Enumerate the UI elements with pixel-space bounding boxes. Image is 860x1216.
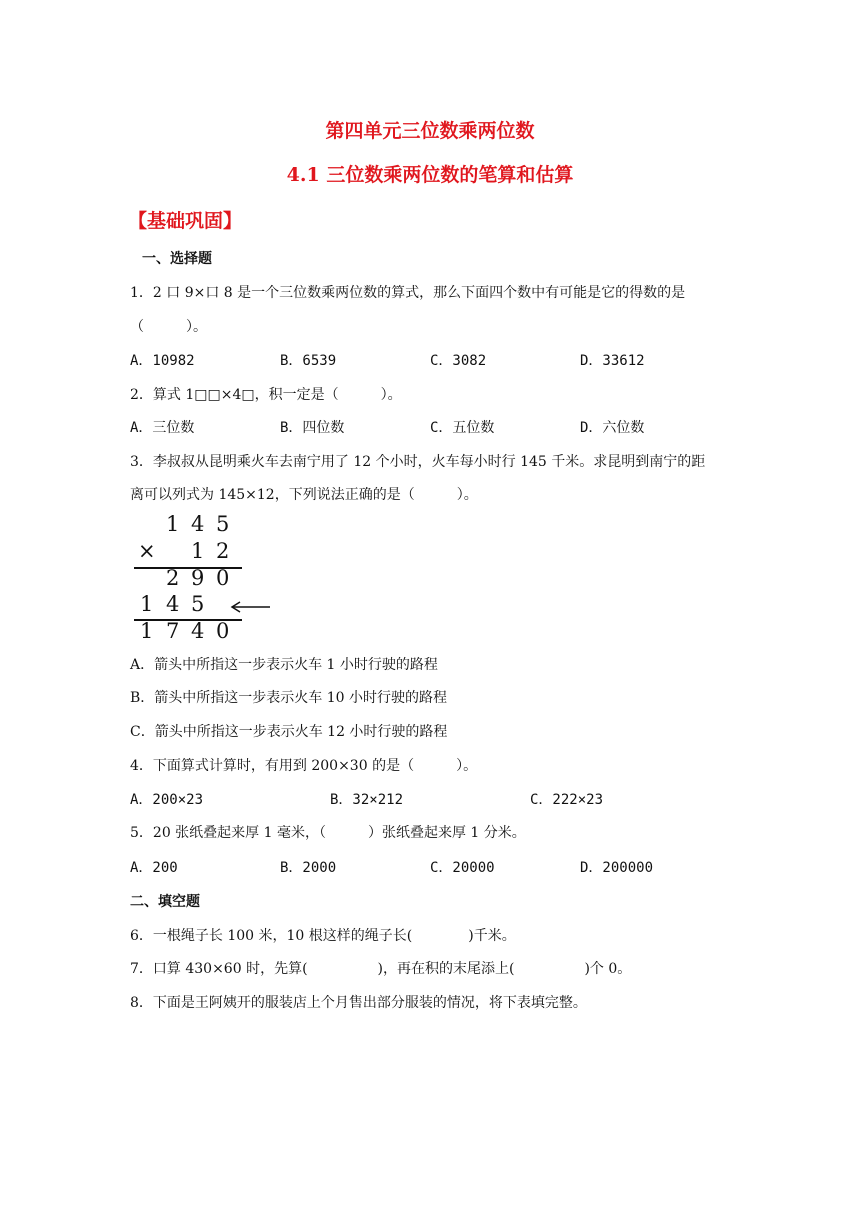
- vertical-multiplication: [130, 512, 280, 642]
- digit: 0: [216, 619, 230, 643]
- digit: 4: [166, 592, 180, 616]
- digit: 5: [216, 512, 230, 536]
- question-5: 5．20 张纸叠起来厚 1 毫米，（ ）张纸叠起来厚 1 分米。: [130, 825, 526, 841]
- times-sign: ×: [138, 539, 156, 563]
- q1-option-a[interactable]: A．10982: [130, 353, 195, 369]
- q5-option-a[interactable]: A．200: [130, 860, 178, 876]
- left-arrow-icon: [230, 601, 272, 613]
- q5-option-c[interactable]: C．20000: [430, 860, 495, 876]
- digit: 4: [191, 512, 205, 536]
- q3-option-a[interactable]: A．箭头中所指这一步表示火车 1 小时行驶的路程: [130, 657, 438, 673]
- question-8: 8．下面是王阿姨开的服装店上个月售出部分服装的情况，将下表填完整。: [130, 995, 587, 1011]
- question-1-line1: 1．2 口 9×口 8 是一个三位数乘两位数的算式，那么下面四个数中有可能是它的得数的是: [130, 285, 686, 301]
- question-1-line2: （ ）。: [130, 319, 207, 335]
- q4-option-c[interactable]: C．222×23: [530, 792, 604, 808]
- question-4: 4．下面算式计算时，有用到 200×30 的是（ ）。: [130, 758, 478, 774]
- digit: 4: [191, 619, 205, 643]
- q4-option-a[interactable]: A．200×23: [130, 792, 204, 808]
- q1-option-c[interactable]: C．3082: [430, 353, 487, 369]
- q2-option-c[interactable]: C．五位数: [430, 420, 495, 436]
- q1-option-b[interactable]: B．6539: [280, 353, 337, 369]
- digit: 1: [140, 592, 154, 616]
- digit: 0: [216, 566, 230, 590]
- q5-option-b[interactable]: B．2000: [280, 860, 337, 876]
- q3-option-b[interactable]: B．箭头中所指这一步表示火车 10 小时行驶的路程: [130, 690, 448, 706]
- question-3-line2: 离可以列式为 145×12，下列说法正确的是（ ）。: [130, 487, 478, 503]
- section-tag: 【基础巩固】: [128, 210, 243, 232]
- question-6: 6．一根绳子长 100 米，10 根这样的绳子长( )千米。: [130, 928, 516, 944]
- digit: 1: [191, 539, 205, 563]
- digit: 1: [140, 619, 154, 643]
- section-heading-choice: 一、选择题: [142, 251, 212, 267]
- digit: 2: [216, 539, 230, 563]
- digit: 7: [166, 619, 180, 643]
- section-heading-fill: 二、填空题: [130, 894, 200, 910]
- digit: 1: [166, 512, 180, 536]
- q2-option-a[interactable]: A．三位数: [130, 420, 195, 436]
- page-subtitle: 4.1 三位数乘两位数的笔算和估算: [286, 164, 574, 186]
- question-7: 7．口算 430×60 时，先算( )，再在积的末尾添上( )个 0。: [130, 961, 632, 977]
- q4-option-b[interactable]: B．32×212: [330, 792, 404, 808]
- digit: 5: [191, 592, 205, 616]
- digit: 9: [191, 566, 205, 590]
- question-3-line1: 3．李叔叔从昆明乘火车去南宁用了 12 个小时，火车每小时行 145 千米。求昆明到南宁的距: [130, 454, 706, 470]
- digit: 2: [166, 566, 180, 590]
- question-2: 2．算式 1□□×4□，积一定是（ ）。: [130, 387, 402, 403]
- q2-option-d[interactable]: D．六位数: [580, 420, 645, 436]
- q3-option-c[interactable]: C．箭头中所指这一步表示火车 12 小时行驶的路程: [130, 724, 448, 740]
- q2-option-b[interactable]: B．四位数: [280, 420, 345, 436]
- page-title: 第四单元三位数乘两位数: [325, 120, 535, 142]
- q5-option-d[interactable]: D．200000: [580, 860, 654, 876]
- q1-option-d[interactable]: D．33612: [580, 353, 645, 369]
